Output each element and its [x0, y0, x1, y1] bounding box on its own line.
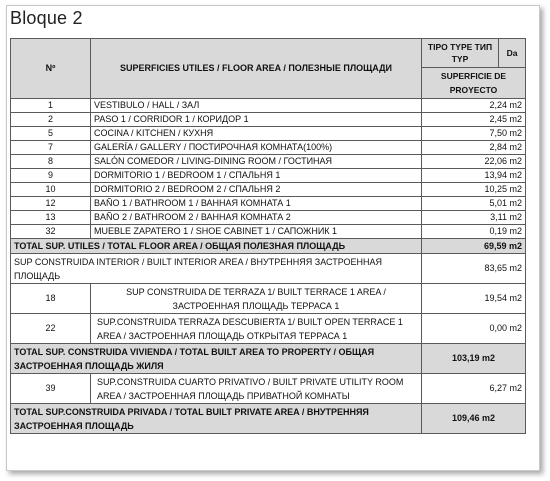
room-num: 2 — [11, 113, 91, 127]
room-num: 32 — [11, 225, 91, 239]
terrace-num: 18 — [11, 284, 91, 314]
built-interior-line1: SUP CONSTRUIDA INTERIOR / BUILT INTERIOR AREA / ВНУТРЕННЯЯ ЗАСТРОЕННАЯ — [14, 256, 383, 267]
total-private-area: 109,46 m2 — [422, 404, 526, 434]
room-num: 1 — [11, 99, 91, 113]
terrace-row — [11, 284, 526, 314]
total-private-label — [11, 404, 422, 434]
total-property-area: 103,19 m2 — [422, 344, 526, 374]
room-num: 10 — [11, 183, 91, 197]
room-area: 3,11 m2 — [422, 211, 526, 225]
header-tipo-line1: TIPO TYPE ТИП — [427, 42, 493, 52]
total-private-row — [11, 404, 526, 434]
utility-room-row — [11, 374, 526, 404]
utility-room-line2: AREA / ЗАСТРОЕННАЯ ПЛОЩАДЬ ПРИВАТНОЙ КОМНАТЫ — [97, 390, 350, 401]
table-row — [11, 225, 526, 239]
room-area: 2,45 m2 — [422, 113, 526, 127]
room-area: 5,01 m2 — [422, 197, 526, 211]
table-row — [11, 169, 526, 183]
header-superficie — [422, 68, 526, 99]
total-useful-row — [11, 239, 526, 254]
built-interior-line2: ПЛОЩАДЬ — [14, 270, 61, 281]
table-row — [11, 197, 526, 211]
total-useful-area: 69,59 m2 — [422, 239, 526, 254]
header-sup-line2: PROYECTO — [449, 85, 498, 95]
header-tipo — [422, 39, 499, 68]
table-row — [11, 99, 526, 113]
utility-room-num: 39 — [11, 374, 91, 404]
room-area: 13,94 m2 — [422, 169, 526, 183]
table-row — [11, 127, 526, 141]
table-row — [11, 113, 526, 127]
total-property-line1: TOTAL SUP. CONSTRUIDA VIVIENDA / TOTAL BUILT AREA TO PROPERTY / ОБЩАЯ — [14, 346, 375, 357]
room-area: 2,24 m2 — [422, 99, 526, 113]
open-terrace-label — [91, 314, 422, 344]
total-private-line2: ЗАСТРОЕННАЯ ПЛОЩАДЬ — [14, 420, 134, 431]
room-name: VESTIBULO / HALL / ЗАЛ — [91, 99, 422, 113]
room-name: GALERÍA / GALLERY / ПОСТИРОЧНАЯ КОМНАТА(100%) — [91, 141, 422, 155]
table-row — [11, 211, 526, 225]
room-name: DORMITORIO 2 / BEDROOM 2 / СПАЛЬНЯ 2 — [91, 183, 422, 197]
terrace-label — [91, 284, 422, 314]
room-num: 8 — [11, 155, 91, 169]
header-num: Nº — [11, 39, 91, 99]
room-area: 22,06 m2 — [422, 155, 526, 169]
header-sup-line1: SUPERFICIE DE — [440, 71, 507, 81]
terrace-line2: ЗАСТРОЕННАЯ ПЛОЩАДЬ ТЕРРАСА 1 — [172, 300, 340, 311]
open-terrace-area: 0,00 m2 — [422, 314, 526, 344]
terrace-area: 19,54 m2 — [422, 284, 526, 314]
room-area: 2,84 m2 — [422, 141, 526, 155]
terrace-line1: SUP CONSTRUIDA DE TERRAZA 1/ BUILT TERRACE 1 AREA / — [126, 286, 386, 297]
room-area: 7,50 m2 — [422, 127, 526, 141]
open-terrace-num: 22 — [11, 314, 91, 344]
total-useful-label: TOTAL SUP. UTILES / TOTAL FLOOR AREA / ОБЩАЯ ПОЛЕЗНАЯ ПЛОЩАДЬ — [11, 239, 422, 254]
total-property-line2: ЗАСТРОЕННАЯ ПЛОЩАДЬ ЖИЛЯ — [14, 360, 164, 371]
room-num: 5 — [11, 127, 91, 141]
room-name: PASO 1 / CORRIDOR 1 / КОРИДОР 1 — [91, 113, 422, 127]
total-property-row — [11, 344, 526, 374]
table-row — [11, 155, 526, 169]
header-surfaces: SUPERFICIES UTILES / FLOOR AREA / ПОЛЕЗНЫЕ ПЛОЩАДИ — [91, 39, 422, 99]
total-private-line1: TOTAL SUP.CONSTRUIDA PRIVADA / TOTAL BUILT PRIVATE AREA / ВНУТРЕННЯЯ — [14, 406, 369, 417]
utility-room-area: 6,27 m2 — [422, 374, 526, 404]
room-num: 13 — [11, 211, 91, 225]
header-da: Da — [499, 39, 526, 68]
open-terrace-line2: AREA / ЗАСТРОЕННАЯ ПЛОЩАДЬ ОТКРЫТАЯ ТЕРРАСА 1 — [97, 330, 348, 341]
room-name: DORMITORIO 1 / BEDROOM 1 / СПАЛЬНЯ 1 — [91, 169, 422, 183]
room-name: MUEBLE ZAPATERO 1 / SHOE CABINET 1 / САПОЖНИК 1 — [91, 225, 422, 239]
open-terrace-row — [11, 314, 526, 344]
area-table — [10, 38, 526, 434]
room-num: 7 — [11, 141, 91, 155]
table-row — [11, 183, 526, 197]
room-area: 0,19 m2 — [422, 225, 526, 239]
built-interior-area: 83,65 m2 — [422, 254, 526, 284]
header-tipo-line2: TYP — [451, 54, 469, 64]
room-name: COCINA / KITCHEN / КУХНЯ — [91, 127, 422, 141]
table-row — [11, 141, 526, 155]
room-name: BAÑO 1 / BATHROOM 1 / ВАННАЯ КОМНАТА 1 — [91, 197, 422, 211]
room-name: BAÑO 2 / BATHROOM 2 / ВАННАЯ КОМНАТА 2 — [91, 211, 422, 225]
room-num: 12 — [11, 197, 91, 211]
total-property-label — [11, 344, 422, 374]
built-interior-row — [11, 254, 526, 284]
utility-room-line1: SUP.CONSTRUIDA CUARTO PRIVATIVO / BUILT PRIVATE UTILITY ROOM — [97, 376, 404, 387]
room-name: SALÓN COMEDOR / LIVING-DINING ROOM / ГОСТИНАЯ — [91, 155, 422, 169]
page-title: Bloque 2 — [10, 8, 83, 28]
room-num: 9 — [11, 169, 91, 183]
open-terrace-line1: SUP.CONSTRUIDA TERRAZA DESCUBIERTA 1/ BUILT OPEN TERRACE 1 — [97, 316, 403, 327]
room-area: 10,25 m2 — [422, 183, 526, 197]
utility-room-label — [91, 374, 422, 404]
built-interior-label — [11, 254, 422, 284]
